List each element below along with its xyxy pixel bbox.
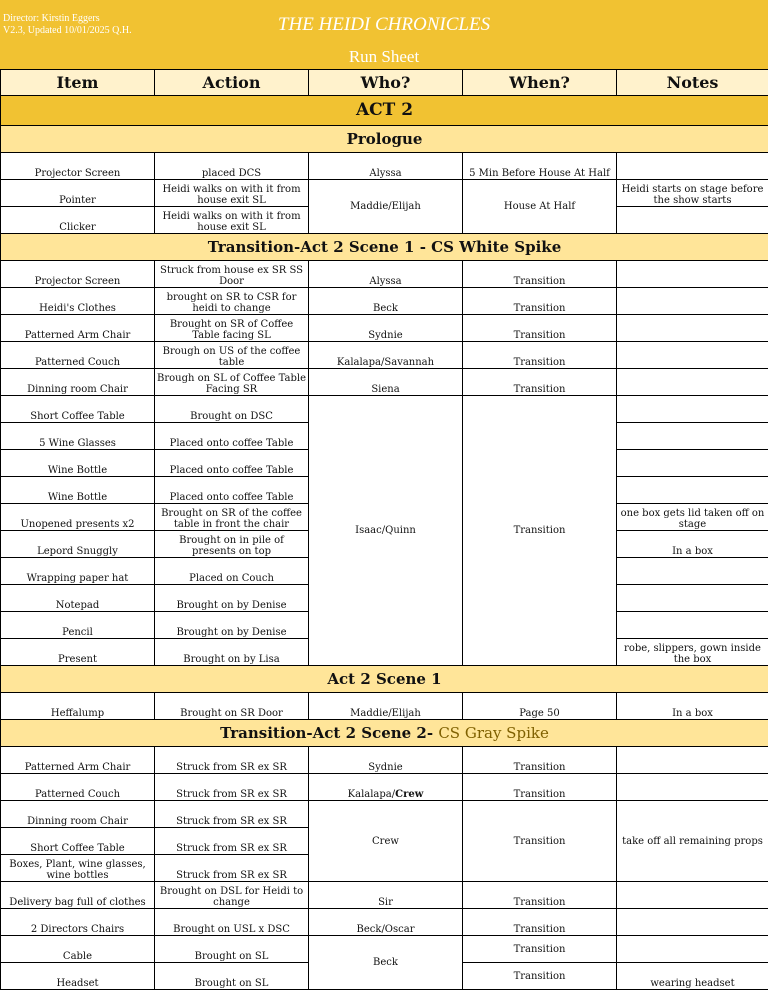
col-item: Item — [1, 70, 155, 96]
cell-action: Heidi walks on with it from house exit SL — [155, 180, 309, 207]
cell-action: placed DCS — [155, 153, 309, 180]
cell-notes: In a box — [617, 693, 768, 720]
cell-who: Sydnie — [309, 747, 463, 774]
cell-item: Short Coffee Table — [1, 396, 155, 423]
cell-notes — [617, 936, 768, 963]
cell-action: brought on SR to CSR for heidi to change — [155, 288, 309, 315]
cell-who: Crew — [309, 801, 463, 882]
cell-who: Sydnie — [309, 315, 463, 342]
cell-item: Clicker — [1, 207, 155, 234]
cell-notes — [617, 288, 768, 315]
cell-who: Maddie/Elijah — [309, 180, 463, 234]
cell-action: Placed on Couch — [155, 558, 309, 585]
cell-when: Transition — [463, 936, 617, 963]
cell-who: Isaac/Quinn — [309, 396, 463, 666]
cell-notes — [617, 207, 768, 234]
cell-action: Struck from SR ex SR — [155, 855, 309, 882]
cell-notes — [617, 153, 768, 180]
table-row — [1, 936, 768, 963]
cell-notes — [617, 612, 768, 639]
col-action: Action — [155, 70, 309, 96]
cell-who: Alyssa — [309, 261, 463, 288]
cell-notes — [617, 369, 768, 396]
cell-notes: In a box — [617, 531, 768, 558]
cell-when: Transition — [463, 909, 617, 936]
cell-action: Heidi walks on with it from house exit SL — [155, 207, 309, 234]
cell-who: Alyssa — [309, 153, 463, 180]
run-sheet-table — [0, 69, 768, 990]
cell-item: Cable — [1, 936, 155, 963]
table-row — [1, 180, 768, 207]
cell-action: Placed onto coffee Table — [155, 450, 309, 477]
cell-when: Transition — [463, 315, 617, 342]
cell-action: Brought on by Denise — [155, 585, 309, 612]
cell-when: Transition — [463, 882, 617, 909]
cell-when: Transition — [463, 801, 617, 882]
cell-action: Brought on SL — [155, 963, 309, 990]
director-name: Director: Kirstin Eggers — [3, 13, 100, 24]
cell-who: Kalalapa/Savannah — [309, 342, 463, 369]
cell-action: Struck from SR ex SR — [155, 801, 309, 828]
cell-item: Patterned Arm Chair — [1, 747, 155, 774]
who-name: Kalalapa/ — [347, 789, 396, 800]
cell-item: 2 Directors Chairs — [1, 909, 155, 936]
cell-item: Patterned Arm Chair — [1, 315, 155, 342]
cell-when: Transition — [463, 288, 617, 315]
cell-item: Wrapping paper hat — [1, 558, 155, 585]
cell-notes: wearing headset — [617, 963, 768, 990]
cell-action: Brought on in pile of presents on top — [155, 531, 309, 558]
table-row — [1, 801, 768, 828]
cell-when: Page 50 — [463, 693, 617, 720]
section-row — [1, 126, 768, 153]
table-row — [1, 315, 768, 342]
cell-action: Brought on SR of the coffee table in front the chair — [155, 504, 309, 531]
section-row — [1, 666, 768, 693]
cell-notes — [617, 342, 768, 369]
cell-notes — [617, 423, 768, 450]
col-notes: Notes — [617, 70, 768, 96]
table-row — [1, 909, 768, 936]
sheet-subtitle: Run Sheet — [348, 47, 420, 66]
table-row — [1, 261, 768, 288]
cell-notes: Heidi starts on stage before the show starts — [617, 180, 768, 207]
who-crew: Crew — [395, 789, 424, 800]
cell-notes: one box gets lid taken off on stage — [617, 504, 768, 531]
cell-when: Transition — [463, 747, 617, 774]
section-transition-2-title: Transition-Act 2 Scene 2- — [220, 723, 434, 742]
cell-action: Brought on by Denise — [155, 612, 309, 639]
cell-action: Brought on by Lisa — [155, 639, 309, 666]
cell-action: Placed onto coffee Table — [155, 477, 309, 504]
cell-action: Brought on SR Door — [155, 693, 309, 720]
cell-notes — [617, 585, 768, 612]
cell-who: Siena — [309, 369, 463, 396]
cell-item: Dinning room Chair — [1, 369, 155, 396]
cell-who: Beck/Oscar — [309, 909, 463, 936]
cell-who: Beck — [309, 936, 463, 990]
cell-who: Sir — [309, 882, 463, 909]
cell-item: Heidi's Clothes — [1, 288, 155, 315]
cell-when: Transition — [463, 396, 617, 666]
table-row — [1, 153, 768, 180]
cell-who: Beck — [309, 288, 463, 315]
col-who: Who? — [309, 70, 463, 96]
cell-when: House At Half — [463, 180, 617, 234]
section-transition-2 — [1, 720, 768, 747]
cell-item: Heffalump — [1, 693, 155, 720]
cell-action: Brought on SL — [155, 936, 309, 963]
cell-notes — [617, 774, 768, 801]
version-note: V2.3, Updated 10/01/2025 Q.H. — [3, 25, 132, 36]
cell-item: Boxes, Plant, wine glasses, wine bottles — [1, 855, 155, 882]
cell-when: 5 Min Before House At Half — [463, 153, 617, 180]
sheet-header — [0, 0, 768, 69]
cell-item: Short Coffee Table — [1, 828, 155, 855]
column-header-row — [1, 70, 768, 96]
cell-item: Patterned Couch — [1, 774, 155, 801]
cell-action: Brought on DSC — [155, 396, 309, 423]
table-row — [1, 342, 768, 369]
section-row — [1, 720, 768, 747]
cell-when: Transition — [463, 963, 617, 990]
cell-action: Struck from SR ex SR — [155, 747, 309, 774]
cell-action: Placed onto coffee Table — [155, 423, 309, 450]
cell-item: Delivery bag full of clothes — [1, 882, 155, 909]
cell-action: Brought on SR of Coffee Table facing SL — [155, 315, 309, 342]
cell-action: Brought on USL x DSC — [155, 909, 309, 936]
cell-notes — [617, 909, 768, 936]
cell-item: Dinning room Chair — [1, 801, 155, 828]
cell-action: Brought on DSL for Heidi to change — [155, 882, 309, 909]
table-row — [1, 693, 768, 720]
spike-label: CS Gray Spike — [438, 723, 549, 742]
cell-item: Present — [1, 639, 155, 666]
cell-notes — [617, 315, 768, 342]
table-row — [1, 396, 768, 423]
section-prologue: Prologue — [1, 126, 768, 153]
cell-who — [309, 774, 463, 801]
cell-when: Transition — [463, 369, 617, 396]
cell-action: Brough on US of the coffee table — [155, 342, 309, 369]
section-transition-1: Transition-Act 2 Scene 1 - CS White Spike — [1, 234, 768, 261]
cell-action: Struck from SR ex SR — [155, 828, 309, 855]
cell-who: Maddie/Elijah — [309, 693, 463, 720]
cell-item: Lepord Snuggly — [1, 531, 155, 558]
cell-action: Brough on SL of Coffee Table Facing SR — [155, 369, 309, 396]
cell-when: Transition — [463, 261, 617, 288]
cell-notes — [617, 396, 768, 423]
show-title: THE HEIDI CHRONICLES — [277, 14, 491, 35]
cell-item: Patterned Couch — [1, 342, 155, 369]
cell-item: Pointer — [1, 180, 155, 207]
cell-item: 5 Wine Glasses — [1, 423, 155, 450]
cell-notes: robe, slippers, gown inside the box — [617, 639, 768, 666]
table-row — [1, 369, 768, 396]
section-scene-1: Act 2 Scene 1 — [1, 666, 768, 693]
cell-item: Pencil — [1, 612, 155, 639]
cell-action: Struck from SR ex SR — [155, 774, 309, 801]
cell-item: Wine Bottle — [1, 477, 155, 504]
cell-item: Headset — [1, 963, 155, 990]
table-row — [1, 882, 768, 909]
table-row — [1, 747, 768, 774]
section-row — [1, 234, 768, 261]
cell-notes — [617, 882, 768, 909]
act-row — [1, 96, 768, 126]
cell-item: Projector Screen — [1, 261, 155, 288]
act-title: ACT 2 — [1, 96, 768, 126]
cell-item: Notepad — [1, 585, 155, 612]
table-row — [1, 288, 768, 315]
cell-action: Struck from house ex SR SS Door — [155, 261, 309, 288]
cell-notes — [617, 747, 768, 774]
cell-notes: take off all remaining props — [617, 801, 768, 882]
cell-notes — [617, 477, 768, 504]
cell-notes — [617, 558, 768, 585]
cell-when: Transition — [463, 774, 617, 801]
cell-item: Wine Bottle — [1, 450, 155, 477]
cell-item: Unopened presents x2 — [1, 504, 155, 531]
cell-when: Transition — [463, 342, 617, 369]
cell-notes — [617, 450, 768, 477]
col-when: When? — [463, 70, 617, 96]
cell-notes — [617, 261, 768, 288]
cell-item: Projector Screen — [1, 153, 155, 180]
table-row — [1, 774, 768, 801]
